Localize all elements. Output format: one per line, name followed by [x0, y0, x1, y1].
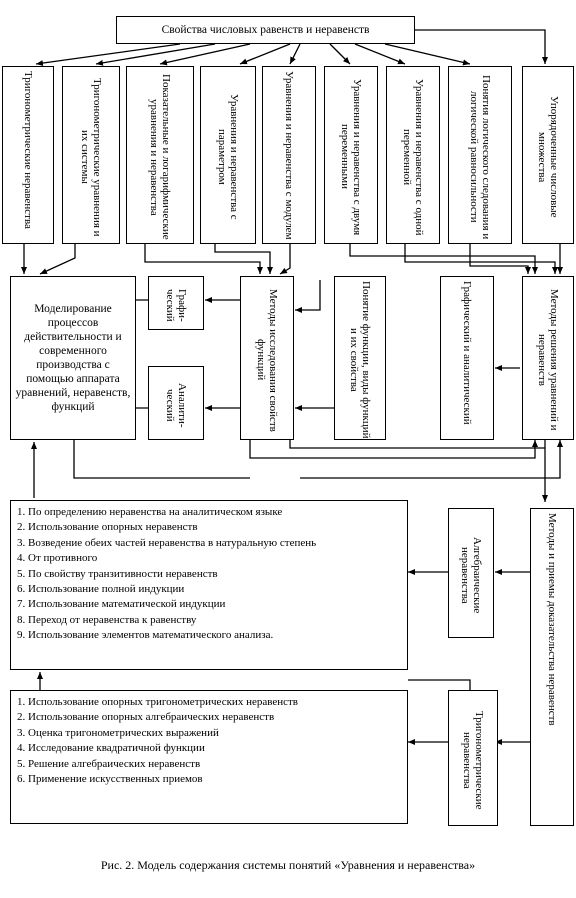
column-label-1: Тригонометрические неравенства [22, 71, 34, 229]
graphic-node [148, 276, 204, 330]
proof-methods-list [10, 500, 408, 670]
trigonometric-node [448, 690, 498, 826]
column-node-6 [324, 66, 378, 244]
list-item: 9. Использование элементов математического анализа. [17, 629, 274, 642]
function-concept-label: Понятие функции, виды функций и их свойства [348, 281, 372, 439]
graph-analytic-label: Графический и аналитический [461, 281, 473, 425]
algebraic-label: Алгебраические неравенства [459, 536, 483, 614]
trig-methods-list [10, 690, 408, 824]
list-item: 6. Применение искусственных приемов [17, 773, 203, 786]
function-concept-node [334, 276, 386, 440]
graph-analytic-node [440, 276, 494, 440]
list-item: 3. Оценка тригонометрических выражений [17, 726, 219, 739]
solving-methods-label: Методы решения уравнений и неравенств [536, 289, 560, 431]
algebraic-node [448, 508, 494, 638]
list-item: 8. Переход от неравенства к равенству [17, 613, 197, 626]
list-item: 3. Возведение обеих частей неравенства в натуральную степень [17, 536, 317, 549]
graphic-label: Графи-ческий [164, 288, 188, 322]
trigonometric-label: Тригонометрические неравенства [461, 710, 485, 810]
methods-functions-label: Методы исследования свойств функций [255, 288, 279, 432]
analytic-label: Аналити-ческий [164, 382, 188, 428]
list-item: 1. По определению неравенства на аналитическом языке [17, 506, 283, 518]
column-node-4 [200, 66, 256, 244]
column-node-8 [448, 66, 512, 244]
solving-methods-node [522, 276, 574, 440]
column-node-7 [386, 66, 440, 244]
list-item: 5. По свойству транзитивности неравенств [17, 567, 218, 580]
list-item: 7. Использование математической индукции [17, 598, 226, 611]
column-label-9: Упорядоченные числовые множества [536, 96, 560, 218]
list-item: 2. Использование опорных неравенств [17, 521, 198, 534]
proof-methods-label: Методы и приемы доказательства неравенств [546, 513, 558, 726]
list-item: 1. Использование опорных тригонометрических неравенств [17, 696, 299, 708]
top-node-label: Свойства числовых равенств и неравенств [161, 24, 370, 36]
column-label-6: Уравнения и неравенства с двумя переменными [339, 78, 363, 236]
analytic-node [148, 366, 204, 440]
list-item: 5. Решение алгебраических неравенств [17, 757, 201, 770]
column-node-1 [2, 66, 54, 244]
top-node [116, 16, 415, 44]
column-label-8: Понятия логического следования и логической равносильности [468, 74, 492, 240]
figure-caption: Рис. 2. Модель содержания системы понятий «Уравнения и неравенства» [100, 858, 476, 872]
column-label-3: Показательные и логарифмические уравнения и неравенства [148, 74, 172, 240]
modeling-node [10, 276, 136, 440]
modeling-label: Моделирование процессов действительности и современного производства с помощью аппарата уравнений, неравенств, функций [15, 303, 131, 413]
methods-functions-node [240, 276, 294, 440]
list-item: 6. Использование полной индукции [17, 583, 185, 596]
list-item: 2. Использование опорных алгебраических неравенств [17, 711, 275, 724]
list-item: 4. Исследование квадратичной функции [17, 742, 205, 755]
column-node-2 [62, 66, 120, 244]
column-label-2: Тригонометрические уравнения и их системы [79, 77, 103, 237]
column-node-9 [522, 66, 574, 244]
list-item: 4. От противного [17, 552, 98, 565]
column-label-7: Уравнения и неравенства с одной переменной [401, 78, 425, 236]
column-node-5 [262, 66, 316, 244]
column-label-5: Уравнения и неравенства с модулем [283, 71, 295, 240]
proof-methods-node [530, 508, 574, 826]
column-node-3 [126, 66, 194, 244]
column-label-4: Уравнения и неравенства с параметром [216, 94, 240, 220]
